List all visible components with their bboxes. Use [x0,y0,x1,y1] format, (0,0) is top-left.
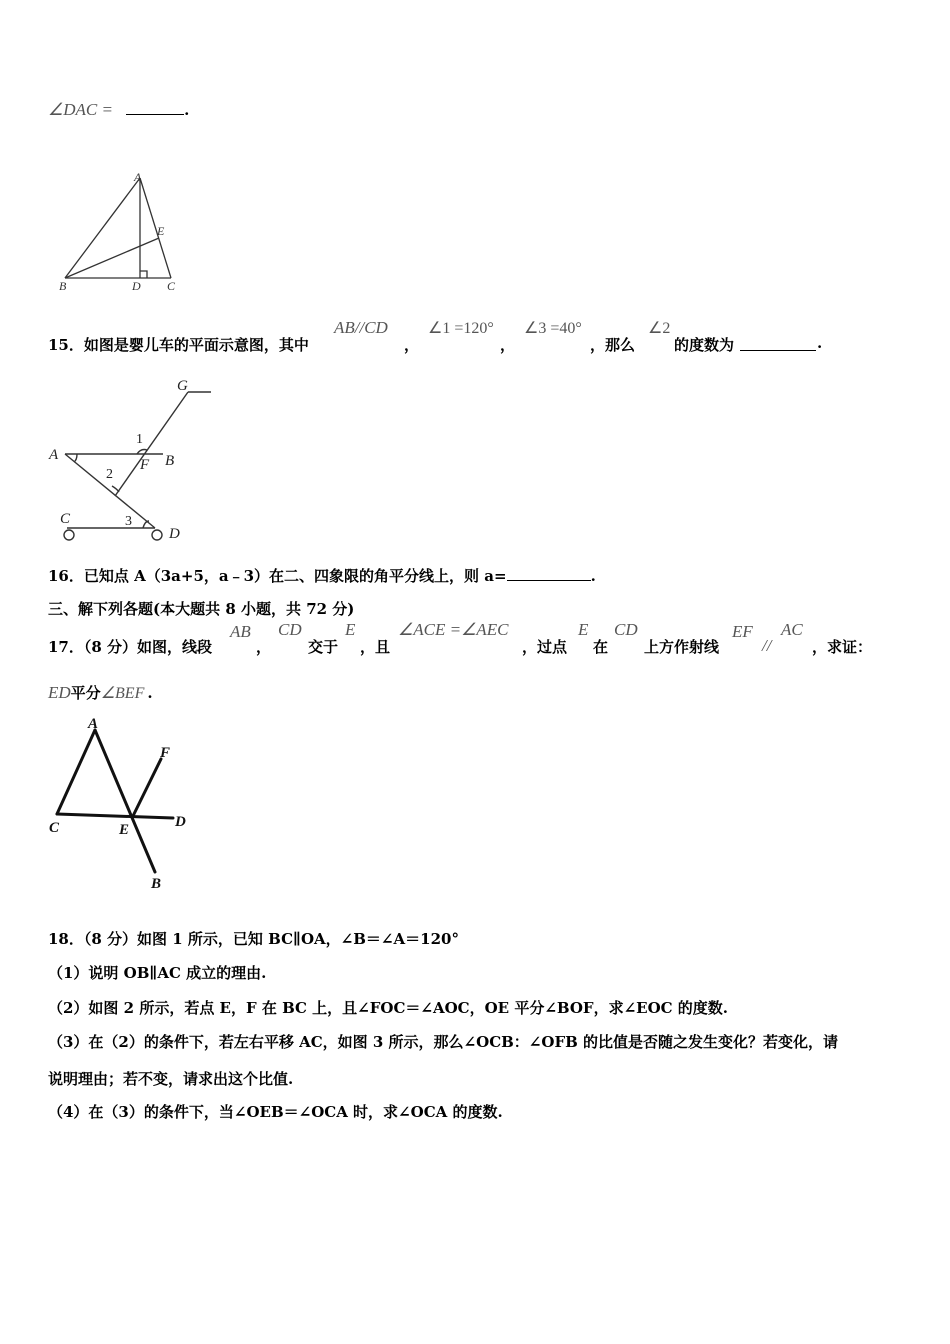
fig17-label-e: E [119,822,130,838]
fig14-edge-ab [65,178,140,278]
fig14-label-e: E [157,224,165,238]
fig15-label-2: 2 [106,467,113,482]
q15-mid: ，那么 [590,336,636,354]
fig17-figure [45,712,205,892]
fig15-label-1: 1 [136,432,143,447]
q18-stem: 18．（8 分）如图 1 所示，已知 BC∥OA，∠B＝∠A＝120° [48,930,459,948]
q15-sep1: ， [404,336,420,354]
fig17-ray-ef [133,759,161,816]
fig14-segment-be [65,238,159,278]
q14-period: . [184,101,190,119]
fig14-right-angle-mark [140,271,147,278]
fig14-label-c: C [167,279,176,293]
fig17-label-b: B [151,876,162,892]
q17-math-e2: E [578,620,589,639]
fig14-label-d: D [132,279,141,293]
q14-blank [126,114,184,115]
q15-math-angle3: ∠3 =40° [524,320,582,337]
q17-line2-t1: 平分 [70,684,101,702]
fig17-segment-ac [57,730,95,814]
fig15-label-g: G [177,378,188,394]
q15-sep2: ， [500,336,516,354]
fig15-label-f: F [140,457,150,473]
q17-sep1: ， [256,638,272,656]
q17-math-cd2: CD [614,620,638,639]
q17-math-ac: AC [781,620,803,639]
fig15-label-3: 3 [125,514,132,529]
q15-lead: 15．如图是婴儿车的平面示意图，其中 [48,336,309,354]
q15-line [48,318,908,354]
q17-math-angles: ∠ACE =∠AEC [398,620,509,639]
fig15-label-a: A [49,447,59,463]
q17-line1 [48,620,918,656]
fig17-label-c: C [49,820,60,836]
q16-period: . [590,567,596,585]
fig15-wheel-left [64,530,74,540]
section3-heading: 三、解下列各题(本大题共 8 小题，共 72 分) [48,600,355,618]
q17-math-ed: ED [48,683,71,702]
q15-tail: 的度数为 [674,336,735,354]
fig14-edge-ac [140,178,171,278]
fig17-label-d: D [175,814,186,830]
q18-part3-line2: 说明理由；若不变，请求出这个比值. [48,1070,294,1088]
q16-line [48,564,596,586]
q18-part1: （1）说明 OB∥AC 成立的理由. [48,964,267,982]
q17-t3: ，过点 [522,638,568,656]
fig14-label-a: A [134,170,142,184]
fig17-label-f: F [160,745,171,761]
q18-part3-line1: （3）在（2）的条件下，若左右平移 AC，如图 3 所示，那么∠OCB：∠OFB 的比值是否随之发生变化？若变化，请 [48,1033,838,1051]
q17-math-parallel: // [762,636,772,655]
fig17-label-a: A [88,716,99,732]
fig15-wheel-right [152,530,162,540]
fig15-label-b: B [165,453,175,469]
q15-period: . [817,334,823,352]
q17-math-bef: ∠BEF [100,685,145,702]
q17-math-ab: AB [230,622,251,641]
q15-blank [740,334,816,351]
q17-t6: ，求证： [812,638,873,656]
q16-blank [507,564,591,581]
q14-answer-line [48,100,189,120]
q17-t4: 在 [593,638,609,656]
q17-math-cd: CD [278,620,302,639]
fig14-label-b: B [59,279,67,293]
fig17-segment-ab [95,730,155,872]
fig15-angle-a-arc [74,454,77,462]
q17-math-ef: EF [732,622,753,641]
q17-math-e: E [345,620,356,639]
fig15-label-d: D [169,526,180,542]
fig15-handle [115,392,188,496]
q17-lead: 17．（8 分）如图，线段 [48,638,213,656]
q17-t2: ，且 [360,638,391,656]
q17-t5: 上方作射线 [644,638,720,656]
q16-text: 16．已知点 A（3a+5，a﹣3）在二、四象限的角平分线上，则 a= [48,567,507,585]
fig15-stroller [45,370,225,545]
q18-part2: （2）如图 2 所示，若点 E，F 在 BC 上，且∠FOC＝∠AOC，OE 平分∠BOF，求∠EOC 的度数. [48,999,729,1017]
q18-part4: （4）在（3）的条件下，当∠OEB＝∠OCA 时，求∠OCA 的度数. [48,1103,503,1121]
q17-line2 [48,682,153,703]
fig15-label-c: C [60,511,71,527]
q15-math-angle1: ∠1 =120° [428,320,494,337]
q17-line2-period: . [147,684,153,702]
q17-t1: 交于 [308,638,339,656]
fig15-angle2-arc [112,486,119,492]
q14-math: ∠DAC = [48,100,113,119]
q15-math-parallel: AB//CD [334,318,388,337]
q15-math-angle2: ∠2 [648,320,671,337]
fig17-segment-cd [57,814,173,818]
fig14-triangle [55,168,190,298]
